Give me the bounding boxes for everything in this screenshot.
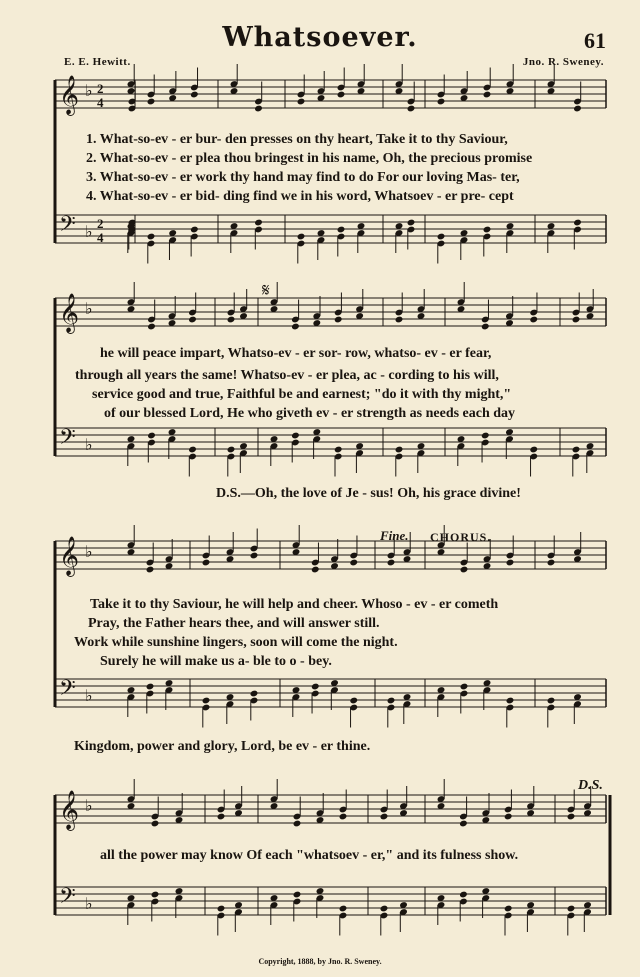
note-head: [254, 105, 263, 113]
bass-clef-icon: 𝄢: [59, 884, 76, 914]
note-head: [334, 316, 343, 324]
verse-line: Work while sunshine lingers, soon will come the night.: [74, 635, 398, 650]
note-head: [202, 559, 211, 567]
note-head: [147, 432, 156, 440]
note-head: [567, 905, 576, 913]
note-head: [459, 891, 468, 899]
note-head: [217, 813, 226, 821]
chorus-label: CHORUS.: [430, 530, 492, 544]
note-head: [202, 697, 211, 705]
note-head: [572, 446, 581, 454]
treble-clef-icon: 𝄞: [59, 75, 80, 115]
chorus-bass-line: Kingdom, power and glory, Lord, be ev - er thine.: [74, 739, 371, 754]
note-head: [567, 813, 576, 821]
verse-line: 2. What-so-ev - er plea thou bringest in his name, Oh, the precious promise: [86, 151, 533, 166]
flat-icon: ♭: [85, 544, 93, 561]
note-head: [380, 813, 389, 821]
note-head: [250, 552, 259, 560]
page-number: 61: [584, 28, 606, 53]
verse-line: Surely he will make us a- ble to o - bey.: [100, 654, 332, 669]
treble-clef-icon: 𝄞: [59, 536, 80, 576]
note-head: [547, 559, 556, 567]
treble-clef-icon: 𝄞: [59, 790, 80, 830]
verse-line: 3. What-so-ev - er work thy hand may find to do For our loving Mas- ter,: [86, 170, 520, 185]
note-head: [147, 98, 156, 106]
note-head: [190, 226, 199, 234]
note-head: [481, 432, 490, 440]
note-head: [188, 316, 197, 324]
treble-clef-icon: 𝄞: [59, 293, 80, 333]
verse-line: of our blessed Lord, He who giveth ev - er strength as needs each day: [104, 406, 516, 421]
note-head: [437, 98, 446, 106]
note-head: [217, 905, 226, 913]
ds-lyric-line: D.S.—Oh, the love of Je - sus! Oh, his grace divine!: [216, 486, 521, 501]
note-head: [147, 323, 156, 331]
note-head: [483, 226, 492, 234]
verse-line: Take it to thy Saviour, he will help and cheer. Whoso - ev - er cometh: [90, 597, 499, 612]
note-head: [349, 559, 358, 567]
note-head: [407, 105, 416, 113]
note-head: [337, 226, 346, 234]
note-head: [250, 690, 259, 698]
note-head: [349, 697, 358, 705]
note-head: [437, 233, 446, 241]
note-head: [311, 683, 320, 691]
note-head: [146, 566, 155, 574]
hymn-title: Whatsoever.: [222, 22, 418, 53]
note-head: [147, 233, 156, 241]
note-head: [293, 891, 302, 899]
note-head: [291, 432, 300, 440]
note-head: [481, 323, 490, 331]
time-signature: 4: [97, 230, 104, 245]
flat-icon: ♭: [85, 437, 93, 454]
note-head: [395, 316, 404, 324]
note-head: [339, 905, 348, 913]
note-head: [573, 219, 582, 227]
note-head: [573, 105, 582, 113]
note-head: [395, 446, 404, 454]
note-head: [387, 697, 396, 705]
bass-clef-icon: 𝄢: [59, 212, 76, 242]
note-head: [190, 91, 199, 99]
note-head: [504, 813, 513, 821]
copyright-notice: Copyright, 1888, by Jno. R. Sweney.: [258, 957, 382, 966]
verse-line: all the power may know Of each "whatsoev - er," and its fulness show.: [100, 848, 519, 863]
note-head: [529, 316, 538, 324]
note-head: [293, 820, 302, 828]
note-head: [547, 697, 556, 705]
composer-credit: Jno. R. Sweney.: [522, 56, 604, 68]
note-head: [407, 219, 416, 227]
lyricist-credit: E. E. Hewitt.: [64, 56, 131, 68]
note-head: [504, 905, 513, 913]
note-head: [311, 566, 320, 574]
note-head: [506, 697, 515, 705]
verse-line: 1. What-so-ev - er bur- den presses on thy heart, Take it to thy Saviour,: [86, 132, 508, 147]
note-head: [334, 446, 343, 454]
ds-mark: D.S.: [578, 778, 603, 793]
flat-icon: ♭: [85, 224, 93, 241]
note-head: [337, 91, 346, 99]
fine-label: Fine.: [380, 528, 409, 543]
flat-icon: ♭: [85, 896, 93, 913]
note-head: [460, 566, 469, 574]
note-head: [572, 316, 581, 324]
note-head: [387, 559, 396, 567]
time-signature: 2: [97, 81, 104, 96]
note-head: [506, 559, 515, 567]
note-head: [291, 323, 300, 331]
bass-clef-icon: 𝄢: [59, 425, 76, 455]
note-head: [529, 446, 538, 454]
flat-icon: ♭: [85, 798, 93, 815]
note-head: [459, 820, 468, 828]
note-head: [146, 683, 155, 691]
note-head: [227, 316, 236, 324]
time-signature: 4: [97, 95, 104, 110]
verse-line: Pray, the Father hears thee, and will answer still.: [88, 616, 380, 631]
note-head: [151, 820, 160, 828]
note-head: [483, 91, 492, 99]
note-head: [297, 233, 306, 241]
verse-line: through all years the same! Whatso-ev - er plea, ac - cording to his will,: [75, 368, 499, 383]
verse-line: he will peace impart, Whatso-ev - er sor- row, whatso- ev - er fear,: [100, 346, 492, 361]
verse-line: service good and true, Faithful be and earnest; "do it with thy might,": [92, 387, 512, 402]
note-head: [227, 446, 236, 454]
flat-icon: ♭: [85, 301, 93, 318]
bass-clef-icon: 𝄢: [59, 676, 76, 706]
segno-icon: 𝄋: [262, 280, 270, 300]
note-head: [297, 98, 306, 106]
flat-icon: ♭: [85, 83, 93, 100]
note-head: [188, 446, 197, 454]
time-signature: 2: [97, 216, 104, 231]
note-head: [380, 905, 389, 913]
flat-icon: ♭: [85, 688, 93, 705]
note-head: [339, 813, 348, 821]
note-head: [254, 219, 263, 227]
note-head: [460, 683, 469, 691]
note-head: [151, 891, 160, 899]
verse-line: 4. What-so-ev - er bid- ding find we in his word, Whatsoev - er pre- cept: [86, 189, 514, 204]
